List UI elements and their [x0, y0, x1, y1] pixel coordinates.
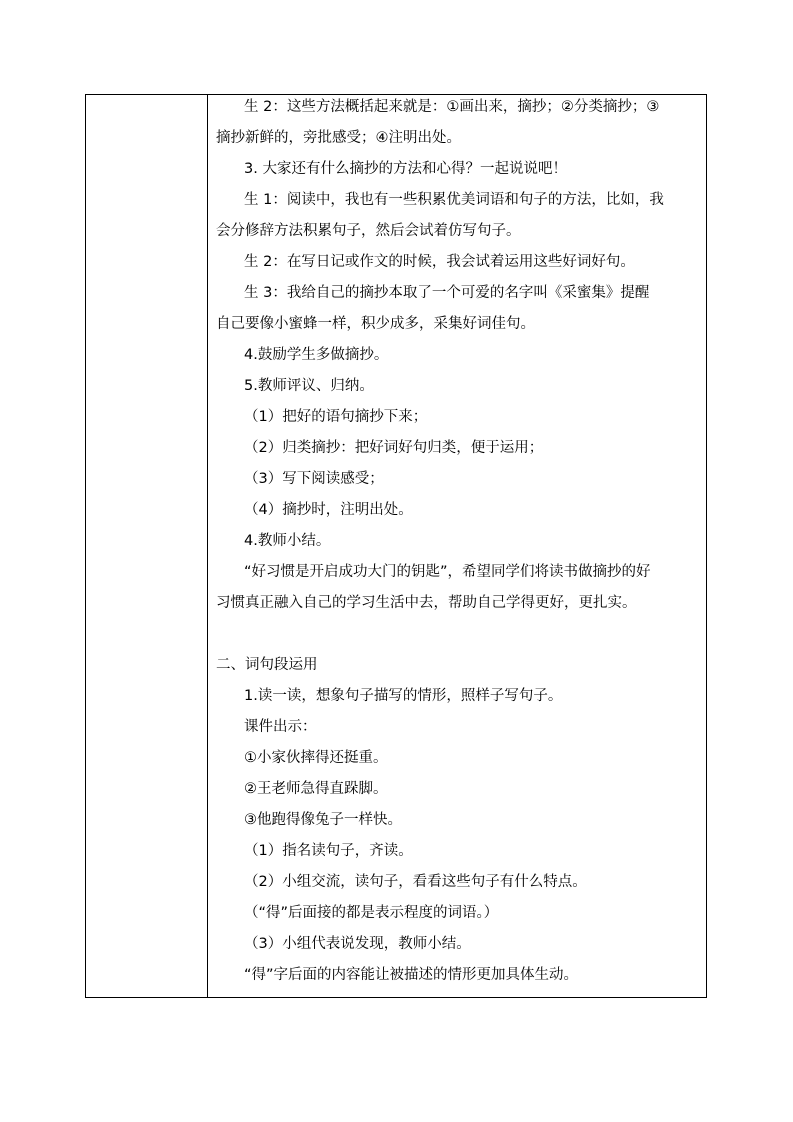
text-line: 1.读一读，想象句子描写的情形，照样子写句子。 — [244, 688, 563, 704]
text-line: （2）小组交流，读句子，看看这些句子有什么特点。 — [244, 874, 587, 890]
text-line: （2）归类摘抄：把好词好句归类，便于运用； — [244, 440, 544, 456]
text-line: 生 1：阅读中，我也有一些积累优美词语和句子的方法，比如，我 — [244, 192, 664, 208]
text-line: 生 2：在写日记或作文的时候，我会试着运用这些好词好句。 — [244, 254, 635, 270]
text-line: 4.鼓励学生多做摘抄。 — [244, 347, 389, 363]
example-sentence: ①小家伙摔得还挺重。 — [244, 750, 388, 766]
text-line: （1）指名读句子，齐读。 — [244, 843, 413, 859]
text-line: 4.教师小结。 — [244, 533, 331, 549]
text-line: 习惯真正融入自己的学习生活中去，帮助自己学得更好，更扎实。 — [216, 595, 637, 611]
text-line: 摘抄新鲜的，旁批感受；④注明出处。 — [216, 130, 461, 146]
text-line: 课件出示： — [244, 719, 317, 735]
table-column-divider — [207, 94, 208, 998]
text-line: （3）写下阅读感受； — [244, 471, 384, 487]
text-line: “得”字后面的内容能让被描述的情形更加具体生动。 — [244, 967, 579, 983]
text-line: “好习惯是开启成功大门的钥匙”，希望同学们将读书做摘抄的好 — [244, 564, 651, 580]
example-sentence: ②王老师急得直跺脚。 — [244, 781, 388, 797]
text-line: 会分修辞方法积累句子，然后会试着仿写句子。 — [216, 223, 521, 239]
text-line: 自己要像小蜜蜂一样，积少成多，采集好词佳句。 — [216, 316, 535, 332]
section-heading: 二、词句段运用 — [216, 657, 318, 673]
text-line: （1）把好的语句摘抄下来； — [244, 409, 428, 425]
text-line: （4）摘抄时，注明出处。 — [244, 502, 413, 518]
text-line: 5.教师评议、归纳。 — [244, 378, 374, 394]
example-sentence: ③他跑得像兔子一样快。 — [244, 812, 402, 828]
text-line: 生 3：我给自己的摘抄本取了一个可爱的名字叫《采蜜集》提醒 — [244, 285, 650, 301]
text-line: （3）小组代表说发现，教师小结。 — [244, 936, 471, 952]
text-line: 生 2：这些方法概括起来就是：①画出来，摘抄；②分类摘抄；③ — [244, 99, 660, 115]
text-line: （“得”后面接的都是表示程度的词语。） — [244, 905, 499, 921]
text-line: 3. 大家还有什么摘抄的方法和心得？一起说说吧！ — [244, 161, 567, 177]
